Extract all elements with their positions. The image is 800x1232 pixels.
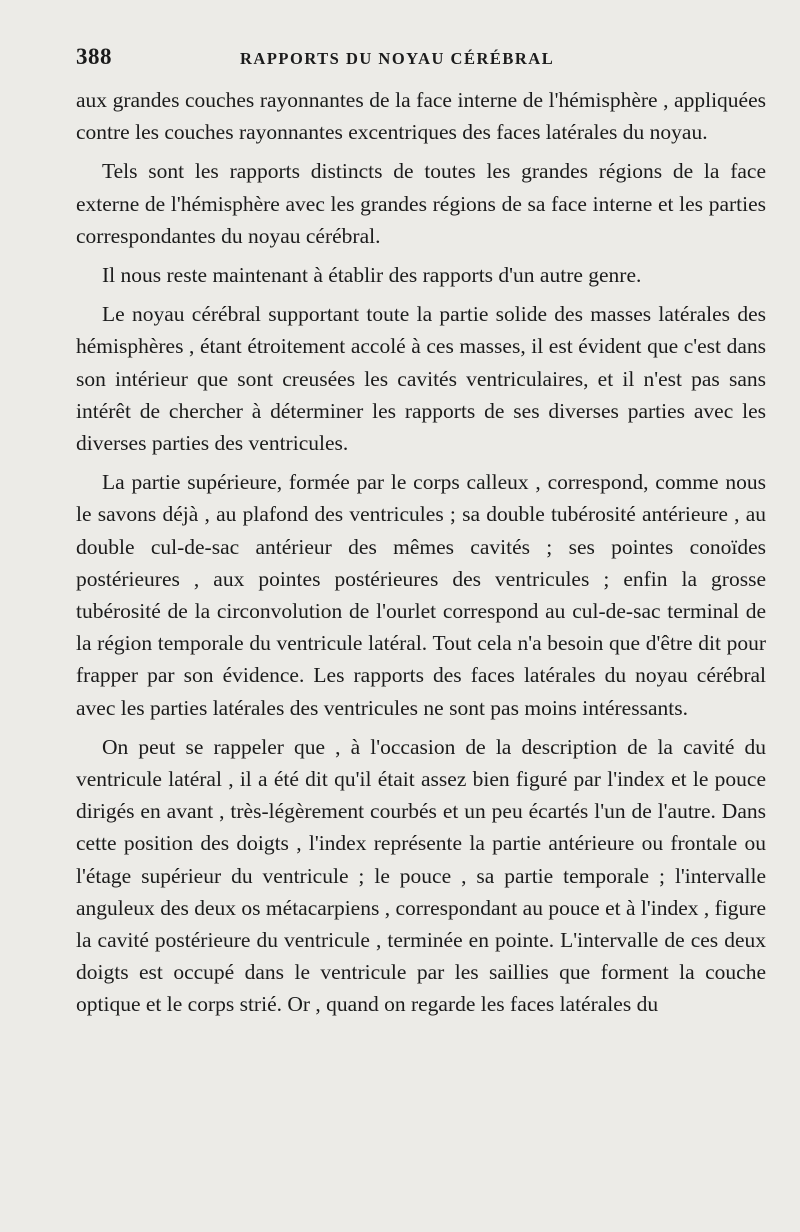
paragraph: aux grandes couches rayonnantes de la face interne de l'hémisphère , appliquées contre les couches rayonnantes excentriques des faces latérales du noyau. xyxy=(76,88,766,145)
body-text xyxy=(76,84,766,1021)
paragraph: Le noyau cérébral supportant toute la partie solide des masses latérales des hémisphères , étant étroitement accolé à ces masses, il est évident que c'est dans son intérieur que sont creusées les cavités ventriculaires, et il n'est pas sans intérêt de chercher à déterminer les rapports de ses diverses parties avec les diverses parties des ventricules. xyxy=(76,302,766,456)
paragraph: La partie supérieure, formée par le corps calleux , correspond, comme nous le savons déjà , au plafond des ventricules ; sa double tubérosité antérieure , au double cul-de-sac antérieur des mêmes cavités ; ses pointes conoïdes postérieures , aux pointes postérieures des ventricules ; enfin la grosse tubérosité de la circonvolution de l'ourlet correspond au cul-de-sac terminal de la région temporale du ventricule latéral. Tout cela n'a besoin que d'être dit pour frapper par son évidence. Les rapports des faces latérales du noyau cérébral avec les parties latérales des ventricules ne sont pas moins intéressants. xyxy=(76,470,766,720)
page-number: 388 xyxy=(76,44,112,69)
running-head: RAPPORTS DU NOYAU CÉRÉBRAL xyxy=(240,49,555,68)
paragraph: Il nous reste maintenant à établir des rapports d'un autre genre. xyxy=(102,263,642,288)
page-header xyxy=(76,44,766,84)
paragraph: Tels sont les rapports distincts de toutes les grandes régions de la face externe de l'hémisphère avec les grandes régions de sa face interne et les parties correspondantes du noyau cérébral. xyxy=(76,159,766,248)
paragraph: On peut se rappeler que , à l'occasion de la description de la cavité du ventricule latéral , il a été dit qu'il était assez bien figuré par l'index et le pouce dirigés en avant , très-légèrement courbés et un peu écartés l'un de l'autre. Dans cette position des doigts , l'index représente la partie antérieure ou frontale ou l'étage supérieur du ventricule ; le pouce , sa partie temporale ; l'intervalle anguleux des deux os métacarpiens , correspondant au pouce et à l'index , figure la cavité postérieure du ventricule , terminée en pointe. L'intervalle de ces deux doigts est occupé dans le ventricule par les saillies que forment la couche optique et le corps strié. Or , quand on regarde les faces latérales du xyxy=(76,734,766,1017)
